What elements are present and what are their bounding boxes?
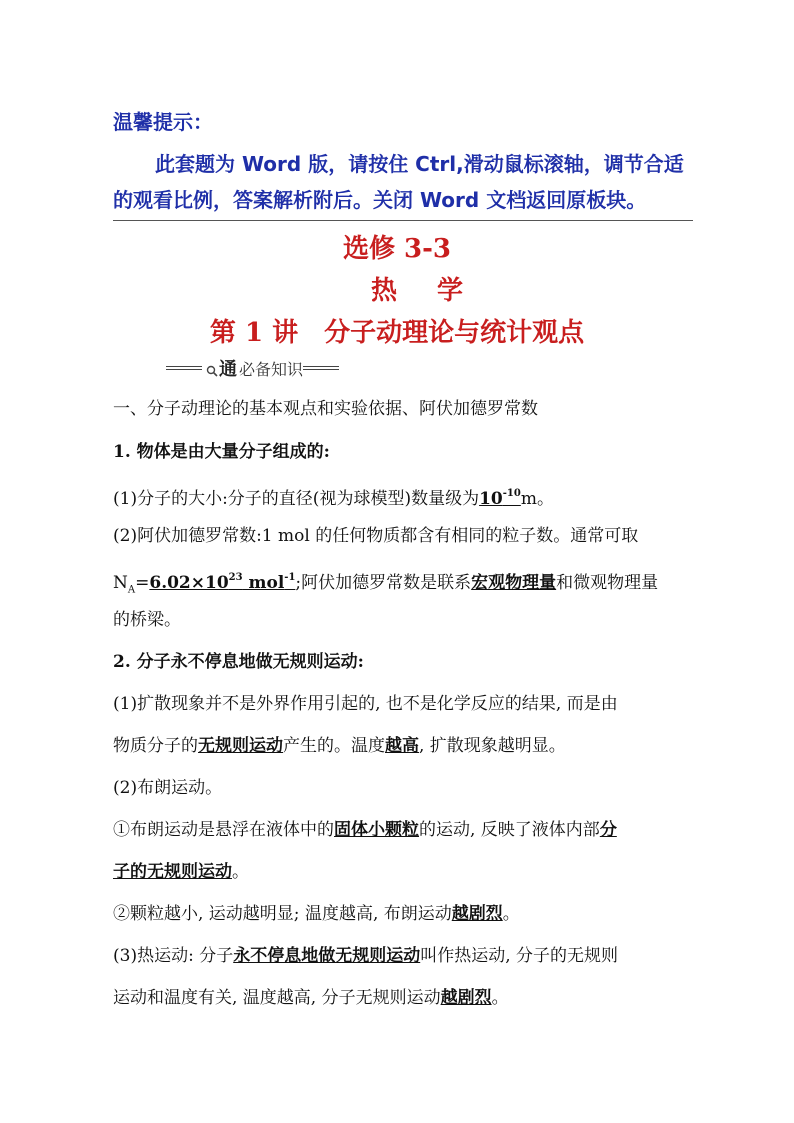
module-heading: 选修 3-3 (342, 234, 452, 264)
point2-2-title: (2)布朗运动。 (113, 778, 223, 798)
tong-icon: 通 (219, 359, 237, 380)
magnifier-icon (206, 362, 218, 374)
point1-2-line2: $N_A=6.02\times 10^{23}$ mol$^{-1}$;阿伏加德罗常数是联系宏观物理量和微观物理量 (113, 572, 659, 596)
point1-2-line1: (2)阿伏加德罗常数:1 mol 的任何物质都含有相同的粒子数。通常可取 (113, 526, 639, 546)
point2-3-line2: 运动和温度有关, 温度越高, 分子无规则运动越剧烈。 (113, 988, 509, 1008)
point2-2b: ②颗粒越小, 运动越明显; 温度越高, 布朗运动越剧烈。 (113, 904, 520, 924)
point2-2a-line1: ①布朗运动是悬浮在液体中的固体小颗粒的运动, 反映了液体内部分 (113, 820, 617, 840)
tip-title: 温馨提示： (113, 110, 213, 134)
section-label: 必备知识 (239, 359, 304, 379)
point2-3-line1: (3)热运动: 分子永不停息地做无规则运动叫作热运动, 分子的无规则 (113, 946, 619, 966)
point2-1-line2: 物质分子的无规则运动产生的。温度越高, 扩散现象越明显。 (113, 736, 566, 756)
decorative-line-right (303, 366, 339, 370)
subject-heading: 热学 (370, 276, 503, 306)
decorative-line-left (166, 366, 202, 370)
point1-1: (1)分子的大小:分子的直径(视为球模型)数量级为$10^{-10}m$。 (113, 488, 554, 509)
tip-body: 此套题为 Word 版，请按住 Ctrl,滑动鼠标滚轴，调节合适的观看比例，答案解析附后。关闭 Word 文档返回原板块。 (113, 146, 693, 221)
section-marker (166, 355, 339, 381)
point2-1-line1: (1)扩散现象并不是外界作用引起的, 也不是化学反应的结果, 而是由 (113, 694, 618, 714)
part1-title: 一、分子动理论的基本观点和实验依据、阿伏加德罗常数 (113, 399, 538, 419)
point2-title: 2. 分子永不停息地做无规则运动: (113, 652, 364, 672)
point1-2-line3: 的桥梁。 (113, 610, 181, 630)
point1-title: 1. 物体是由大量分子组成的: (113, 442, 330, 462)
point2-2a-line2: 子的无规则运动。 (113, 862, 249, 882)
lecture-heading: 第 1 讲 分子动理论与统计观点 (209, 318, 585, 348)
